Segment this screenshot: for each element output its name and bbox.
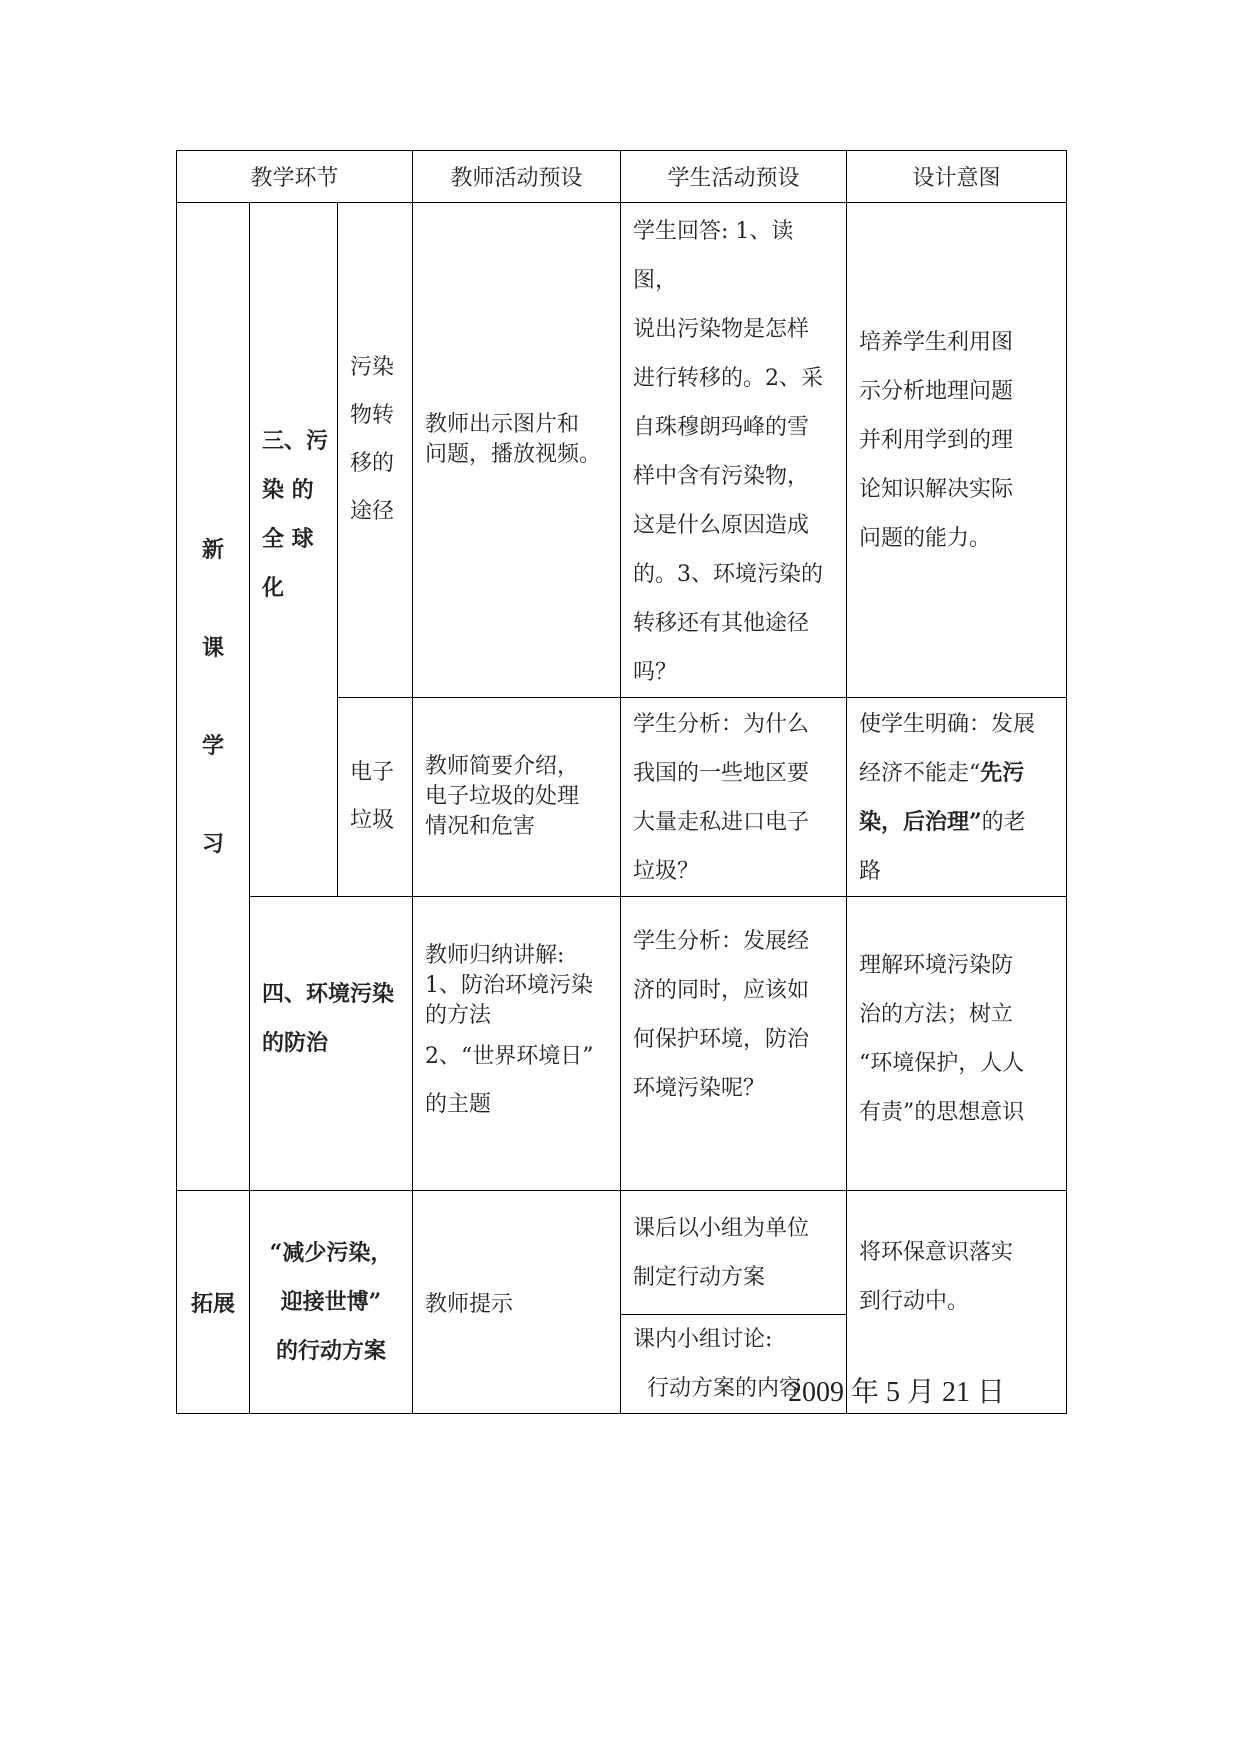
- header-student-activity: 学生活动预设: [621, 151, 847, 203]
- row-pollution-prevention: [177, 897, 1067, 1191]
- extension-teacher-activity: 教师提示: [413, 1191, 621, 1414]
- extension-design-intent: 将环保意识落实 到行动中。: [847, 1191, 1067, 1414]
- section-new-lesson: [177, 203, 250, 1191]
- topic3-title: 三、污 染 的 全 球 化: [250, 203, 338, 897]
- sub1-teacher-activity: 教师出示图片和 问题，播放视频。: [413, 203, 621, 698]
- section-char: 习: [201, 830, 224, 857]
- section-char: 课: [201, 634, 224, 661]
- sub1-design-intent: 培养学生利用图 示分析地理问题 并利用学到的理 论知识解决实际 问题的能力。: [847, 203, 1067, 698]
- section-extension: 拓展: [177, 1191, 250, 1414]
- sub2-design-intent: 使学生明确：发展 经济不能走“先污 染，后治理”的老 路: [847, 698, 1067, 897]
- bold-phrase: 染，后治理”: [859, 809, 982, 835]
- lesson-plan-table: [176, 150, 1067, 1414]
- sub2-teacher-activity: 教师简要介绍， 电子垃圾的处理 情况和危害: [413, 698, 621, 897]
- row-extension-top: [177, 1191, 1067, 1315]
- header-design-intent: 设计意图: [847, 151, 1067, 203]
- topic4-teacher-activity: 教师归纳讲解: 1、防治环境污染 的方法 2、“世界环境日” 的主题: [413, 897, 621, 1191]
- sub1-label: 污染 物转 移的 途径: [338, 203, 413, 698]
- bold-phrase: 先污: [980, 760, 1025, 786]
- sub1-student-activity: 学生回答: 1、读图， 说出污染物是怎样 进行转移的。2、采 自珠穆朗玛峰的雪 样中含有污染物， 这是什么原因造成 的。3、环境污染的 转移还有其他途径 吗？: [621, 203, 847, 698]
- extension-student-activity-b: 课内小组讨论: 行动方案的内容: [621, 1315, 847, 1414]
- row-pollutant-transfer: [177, 203, 1067, 698]
- header-teaching-stage: 教学环节: [177, 151, 413, 203]
- sub2-label: 电子 垃圾: [338, 698, 413, 897]
- extension-student-activity-a: 课后以小组为单位 制定行动方案: [621, 1191, 847, 1315]
- topic4-student-activity: 学生分析：发展经 济的同时，应该如 何保护环境，防治 环境污染呢？: [621, 897, 847, 1191]
- document-date: 2009 年 5 月 21 日: [788, 1377, 1006, 1408]
- sub2-student-activity: 学生分析：为什么 我国的一些地区要 大量走私进口电子 垃圾？: [621, 698, 847, 897]
- header-teacher-activity: 教师活动预设: [413, 151, 621, 203]
- section-char: 学: [201, 732, 224, 759]
- extension-title: “减少污染， 迎接世博” 的行动方案: [250, 1191, 413, 1414]
- topic4-design-intent: 理解环境污染防 治的方法；树立 “环境保护，人人 有责”的思想意识: [847, 897, 1067, 1191]
- header-row: [177, 151, 1067, 203]
- section-char: 新: [201, 536, 224, 563]
- topic4-title: 四、环境污染 的防治: [250, 897, 413, 1191]
